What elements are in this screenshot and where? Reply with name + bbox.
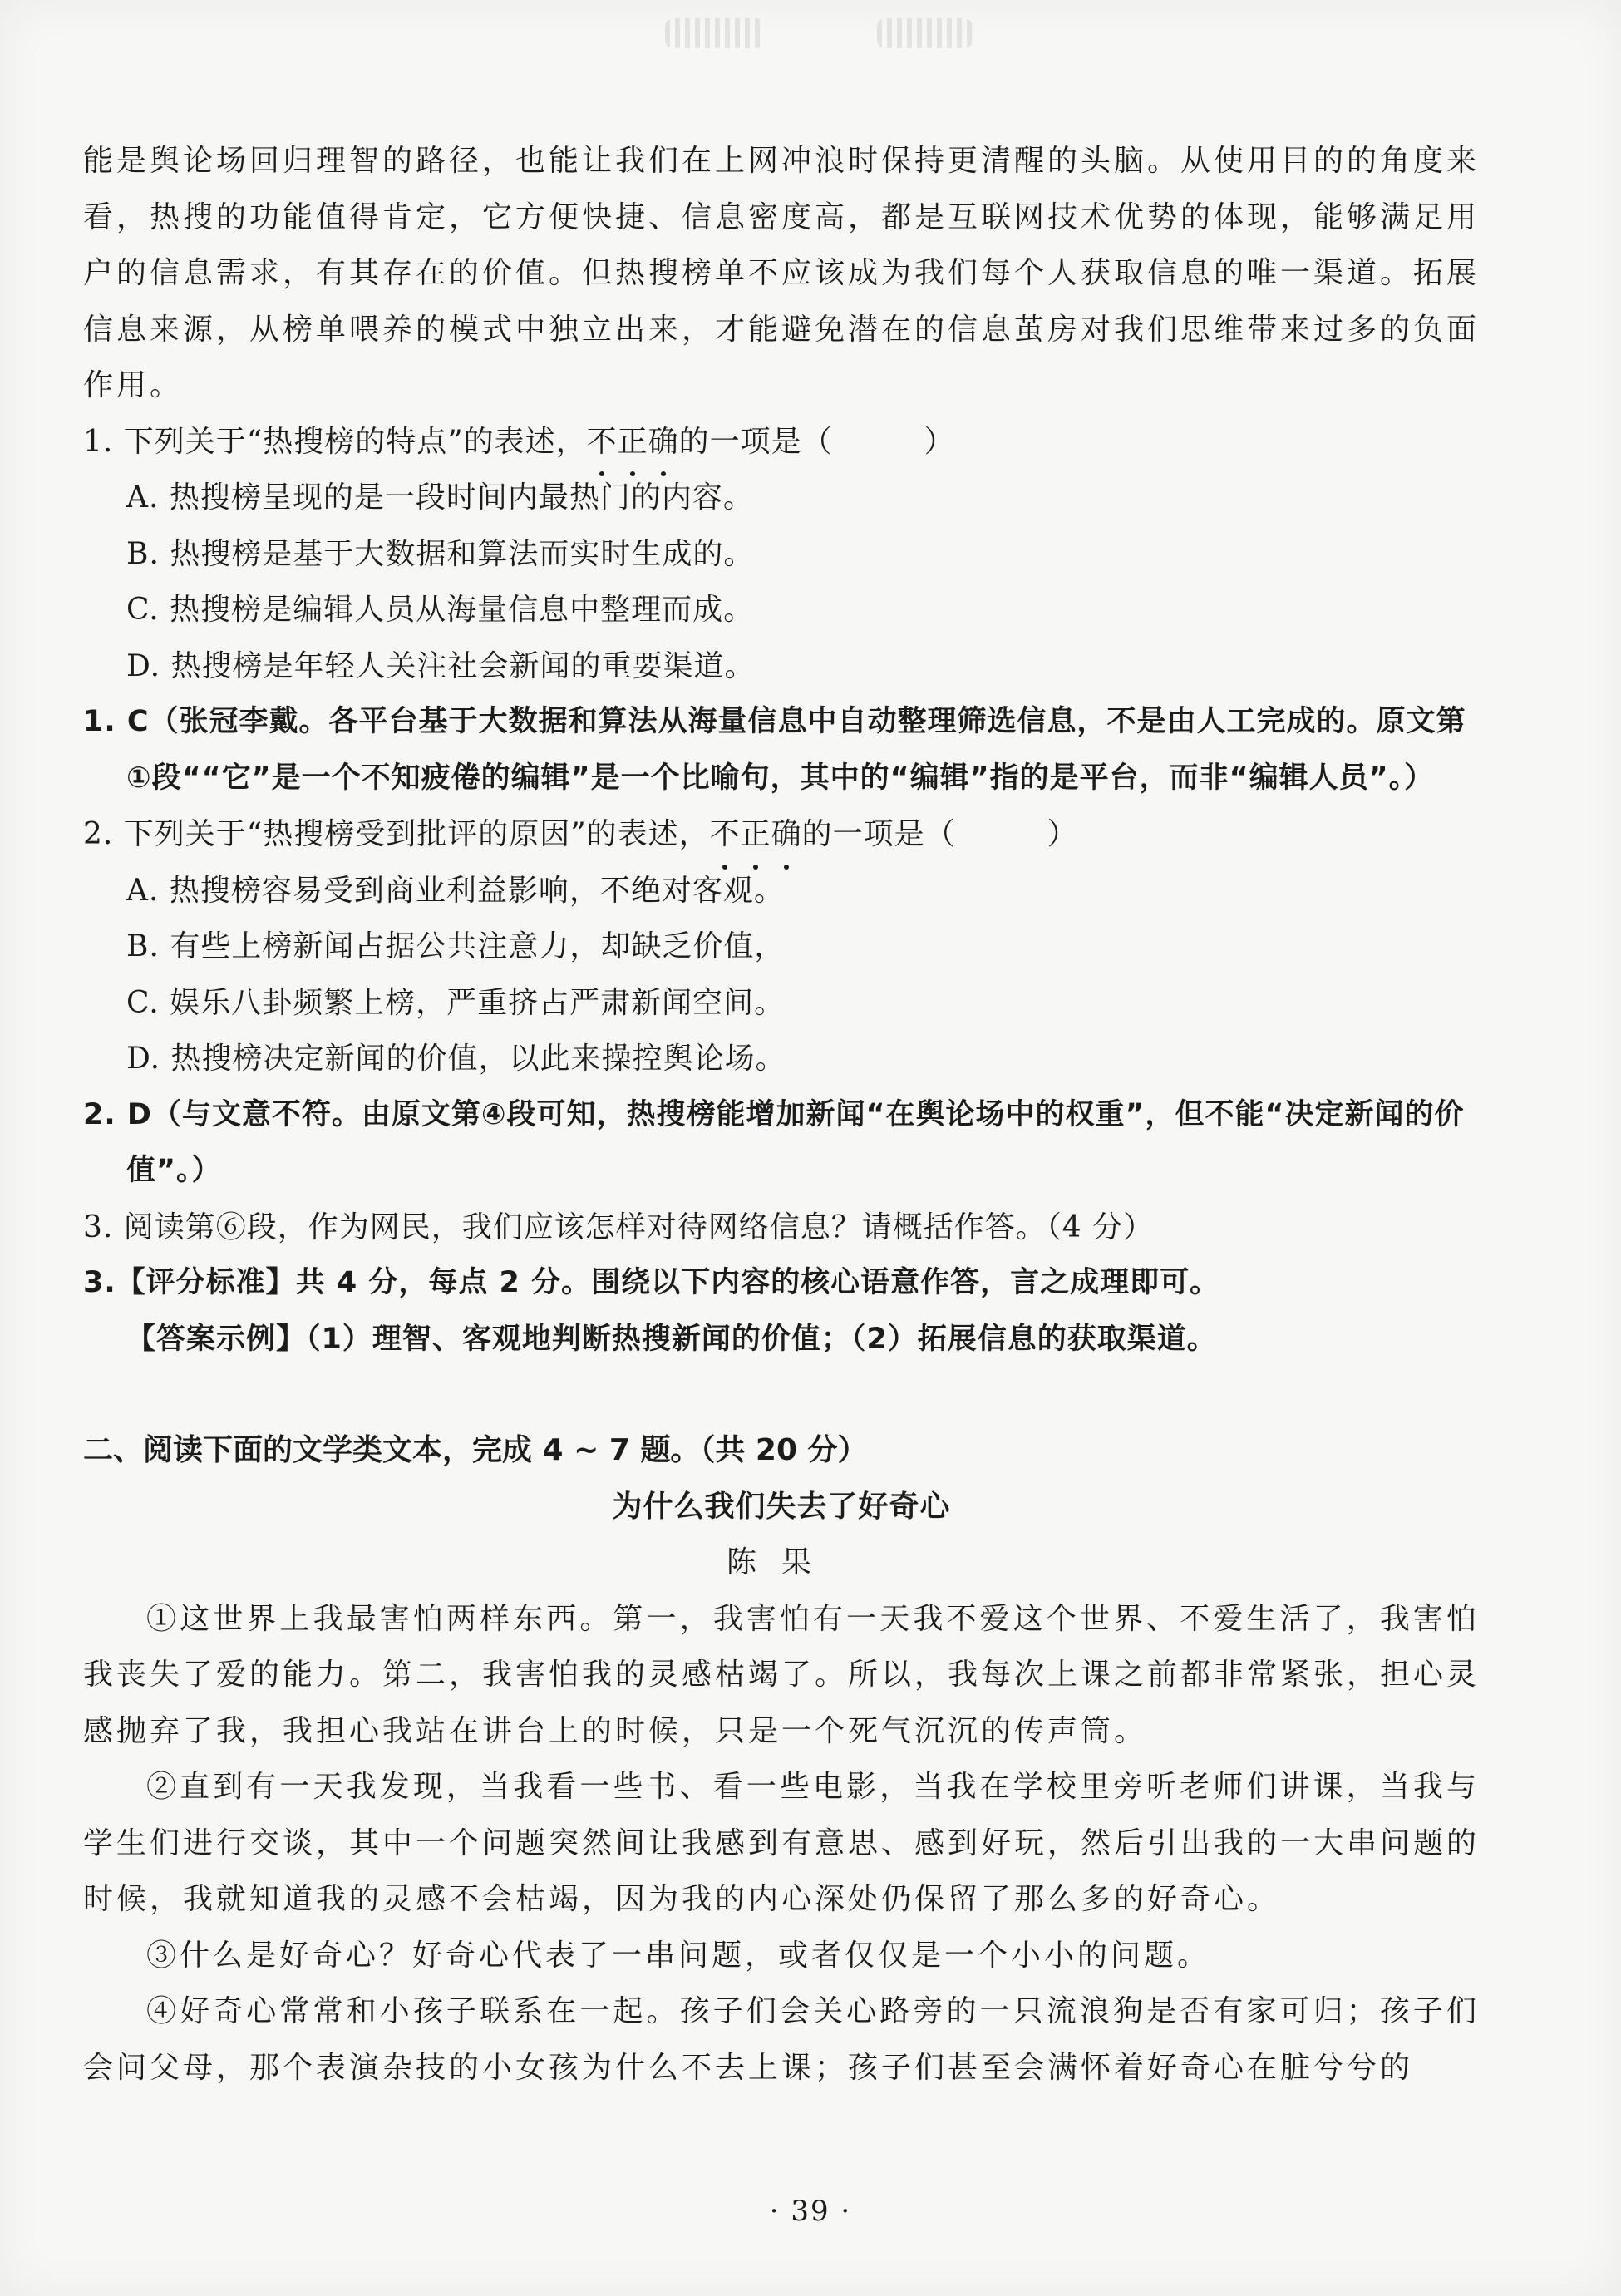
answer-3-criteria: 3.【评分标准】共 4 分，每点 2 分。围绕以下内容的核心语意作答，言之成理即可。 [83,1266,1220,1299]
emphasis-char: 确 [648,414,679,471]
article-paragraph: ③什么是好奇心？好奇心代表了一串问题，或者仅仅是一个小小的问题。 [146,1938,1211,1973]
article-paragraph: ①这世界上我最害怕两样东西。第一，我害怕有一天我不爱这个世界、不爱生活了，我害怕我丧失了爱的能力。第二，我害怕我的灵感枯竭了。所以，我每次上课之前都非常紧张，担心灵感抛弃了我，我担心我站在讲台上的时候，只是一个死气沉沉的传声筒。 [83,1601,1481,1748]
option-a: A. 热搜榜呈现的是一段时间内最热门的内容。 [126,480,754,515]
article-title: 为什么我们失去了好奇心 [612,1489,951,1524]
option-b: B. 热搜榜是基于大数据和算法而实时生成的。 [126,536,755,571]
page-content [83,133,1480,2096]
question-2-suffix: 的一项是（ [801,817,956,851]
option-d: D. 热搜榜是年轻人关注社会新闻的重要渠道。 [126,648,756,683]
emphasis-char: 不 [710,806,741,863]
question-2 [83,806,1480,863]
option-a: A. 热搜榜容易受到商业利益影响，不绝对客观。 [126,873,785,908]
intro-paragraph: 能是舆论场回归理智的路径，也能让我们在上网冲浪时保持更清醒的头脑。从使用目的的角度来看，热搜的功能值得肯定，它方便快捷、信息密度高，都是互联网技术优势的体现，能够满足用户的信息需求，有其存在的价值。但热搜榜单不应该成为我们每个人获取信息的唯一渠道。拓展信息来源，从榜单喂养的模式中独立出来，才能避免潜在的信息茧房对我们思维带来过多的负面作用。 [83,144,1481,402]
top-smudge-right [877,18,973,48]
emphasis-char: 不 [587,414,618,471]
article-paragraph: ④好奇心常常和小孩子联系在一起。孩子们会关心路旁的一只流浪狗是否有家可归；孩子们会问父母，那个表演杂技的小女孩为什么不去上课；孩子们甚至会满怀着好奇心在脏兮兮的 [83,1994,1480,2085]
question-1-prefix: 1. 下列关于“热搜榜的特点”的表述， [83,424,587,459]
emphasis-char: 正 [741,806,771,863]
option-d: D. 热搜榜决定新闻的价值，以此来操控舆论场。 [126,1042,786,1076]
section-heading: 二、阅读下面的文学类文本，完成 4 ~ 7 题。（共 20 分） [83,1433,868,1467]
option-b: B. 有些上榜新闻占据公共注意力，却缺乏价值， [126,929,786,963]
question-2-close: ） [1047,817,1078,851]
question-2-prefix: 2. 下列关于“热搜榜受到批评的原因”的表述， [83,817,710,851]
article-paragraph: ②直到有一天我发现，当我看一些书、看一些电影，当我在学校里旁听老师们讲课，当我与学生们进行交谈，其中一个问题突然间让我感到有意思、感到好玩，然后引出我的一大串问题的时候，我就知道我的灵感不会枯竭，因为我的内心深处仍保留了那么多的好奇心。 [83,1770,1481,1916]
page-number: · 39 · [769,2195,852,2228]
emphasis-char: 确 [771,806,802,863]
answer-3-example: 【答案示例】（1）理智、客观地判断热搜新闻的价值；（2）拓展信息的获取渠道。 [126,1322,1217,1356]
option-c: C. 娱乐八卦频繁上榜，严重挤占严肃新闻空间。 [126,985,786,1020]
question-1 [83,414,1480,471]
option-c: C. 热搜榜是编辑人员从海量信息中整理而成。 [126,593,755,627]
answer-2: 2. D（与文意不符。由原文第④段可知，热搜榜能增加新闻“在舆论场中的权重”，但不能“决定新闻的价值”。） [83,1097,1465,1187]
question-1-close: ） [924,424,955,459]
answer-1: 1. C（张冠李戴。各平台基于大数据和算法从海量信息中自动整理筛选信息，不是由人工完成的。原文第①段““它”是一个不知疲倦的编辑”是一个比喻句，其中的“编辑”指的是平台，而非“编辑人员”。） [83,705,1466,795]
question-3: 3. 阅读第⑥段，作为网民，我们应该怎样对待网络信息？请概括作答。（4 分） [83,1210,1155,1244]
top-smudge-left [665,18,765,48]
emphasis-char: 正 [618,414,648,471]
article-author: 陈果 [726,1545,836,1579]
question-1-suffix: 的一项是（ [678,424,833,459]
